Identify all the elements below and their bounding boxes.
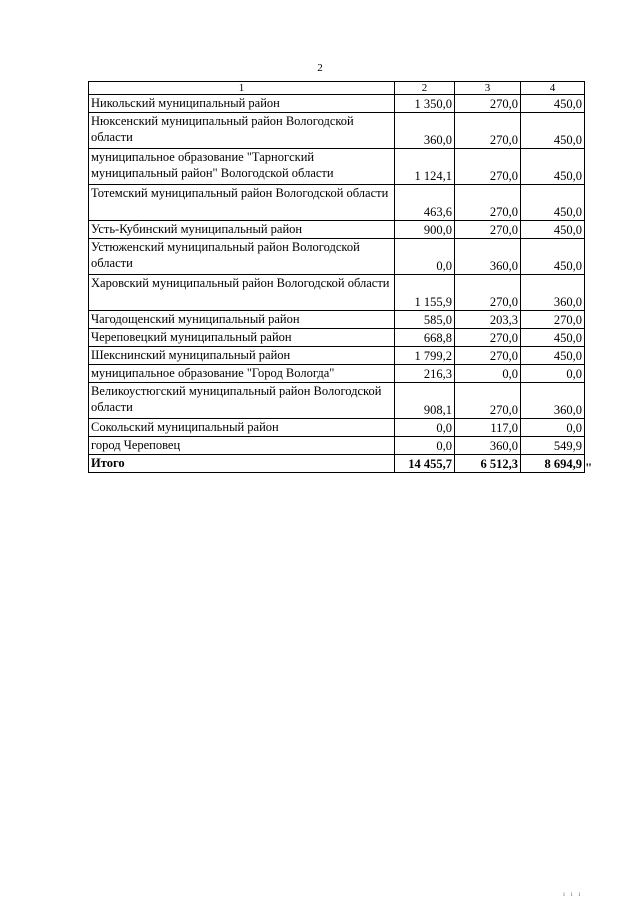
value-cell-col4: 360,0 — [521, 275, 585, 311]
value-cell-col4: 450,0 — [521, 113, 585, 149]
district-name-cell: Нюксенский муниципальный район Вологодской области — [89, 113, 395, 149]
column-header-3: 3 — [455, 82, 521, 95]
value-cell-col3: 117,0 — [455, 419, 521, 437]
value-cell-col2: 585,0 — [395, 311, 455, 329]
table-row — [89, 149, 585, 185]
value-cell-col3: 270,0 — [455, 113, 521, 149]
value-cell-col2: 1 155,9 — [395, 275, 455, 311]
total-row — [89, 455, 585, 473]
value-cell-col3: 270,0 — [455, 221, 521, 239]
corner-mark: ı ı ı — [563, 890, 583, 898]
district-name-cell: Тотемский муниципальный район Вологодской области — [89, 185, 395, 221]
value-cell-col2: 463,6 — [395, 185, 455, 221]
value-cell-col3: 270,0 — [455, 347, 521, 365]
district-name-cell: муниципальное образование "Тарногский муниципальный район" Вологодской области — [89, 149, 395, 185]
value-cell-col4: 450,0 — [521, 185, 585, 221]
district-name-cell: Устюженский муниципальный район Вологодской области — [89, 239, 395, 275]
table-row — [89, 275, 585, 311]
column-header-4: 4 — [521, 82, 585, 95]
table-row — [89, 113, 585, 149]
total-col4: 8 694,9 — [521, 455, 585, 473]
table-row — [89, 185, 585, 221]
table-row — [89, 437, 585, 455]
value-cell-col2: 1 124,1 — [395, 149, 455, 185]
value-cell-col2: 0,0 — [395, 419, 455, 437]
table-row — [89, 347, 585, 365]
total-label-cell: Итого — [89, 455, 395, 473]
value-cell-col3: 360,0 — [455, 437, 521, 455]
total-col2: 14 455,7 — [395, 455, 455, 473]
district-name-cell: Усть-Кубинский муниципальный район — [89, 221, 395, 239]
value-cell-col2: 908,1 — [395, 383, 455, 419]
table-row — [89, 95, 585, 113]
value-cell-col2: 1 350,0 — [395, 95, 455, 113]
value-cell-col2: 0,0 — [395, 437, 455, 455]
value-cell-col4: 450,0 — [521, 239, 585, 275]
value-cell-col4: 450,0 — [521, 95, 585, 113]
value-cell-col2: 1 799,2 — [395, 347, 455, 365]
table-row — [89, 311, 585, 329]
district-name-cell: город Череповец — [89, 437, 395, 455]
table-body — [89, 95, 585, 473]
table-row — [89, 419, 585, 437]
value-cell-col4: 450,0 — [521, 149, 585, 185]
table-row — [89, 329, 585, 347]
value-cell-col2: 360,0 — [395, 113, 455, 149]
district-name-cell: Чагодощенский муниципальный район — [89, 311, 395, 329]
district-name-cell: Череповецкий муниципальный район — [89, 329, 395, 347]
value-cell-col3: 360,0 — [455, 239, 521, 275]
column-header-1: 1 — [89, 82, 395, 95]
district-name-cell: Великоустюгский муниципальный район Вологодской области — [89, 383, 395, 419]
value-cell-col2: 216,3 — [395, 365, 455, 383]
value-cell-col3: 270,0 — [455, 149, 521, 185]
value-cell-col4: 450,0 — [521, 347, 585, 365]
value-cell-col4: 0,0 — [521, 365, 585, 383]
district-name-cell: Харовский муниципальный район Вологодской области — [89, 275, 395, 311]
value-cell-col4: 450,0 — [521, 329, 585, 347]
table-header-row — [89, 82, 585, 95]
district-name-cell: Никольский муниципальный район — [89, 95, 395, 113]
district-name-cell: Шекснинский муниципальный район — [89, 347, 395, 365]
closing-quote: " — [585, 460, 593, 475]
column-header-2: 2 — [395, 82, 455, 95]
table-row — [89, 383, 585, 419]
table-row — [89, 221, 585, 239]
value-cell-col4: 270,0 — [521, 311, 585, 329]
district-name-cell: Сокольский муниципальный район — [89, 419, 395, 437]
value-cell-col4: 0,0 — [521, 419, 585, 437]
total-col3: 6 512,3 — [455, 455, 521, 473]
district-name-cell: муниципальное образование "Город Вологда" — [89, 365, 395, 383]
value-cell-col3: 270,0 — [455, 185, 521, 221]
budget-table — [88, 81, 585, 473]
value-cell-col2: 668,8 — [395, 329, 455, 347]
value-cell-col2: 0,0 — [395, 239, 455, 275]
value-cell-col3: 0,0 — [455, 365, 521, 383]
page-number: 2 — [317, 62, 323, 74]
value-cell-col3: 270,0 — [455, 383, 521, 419]
value-cell-col2: 900,0 — [395, 221, 455, 239]
table-row — [89, 365, 585, 383]
value-cell-col4: 450,0 — [521, 221, 585, 239]
value-cell-col3: 270,0 — [455, 95, 521, 113]
value-cell-col4: 549,9 — [521, 437, 585, 455]
value-cell-col3: 270,0 — [455, 329, 521, 347]
value-cell-col3: 270,0 — [455, 275, 521, 311]
value-cell-col4: 360,0 — [521, 383, 585, 419]
table-row — [89, 239, 585, 275]
value-cell-col3: 203,3 — [455, 311, 521, 329]
